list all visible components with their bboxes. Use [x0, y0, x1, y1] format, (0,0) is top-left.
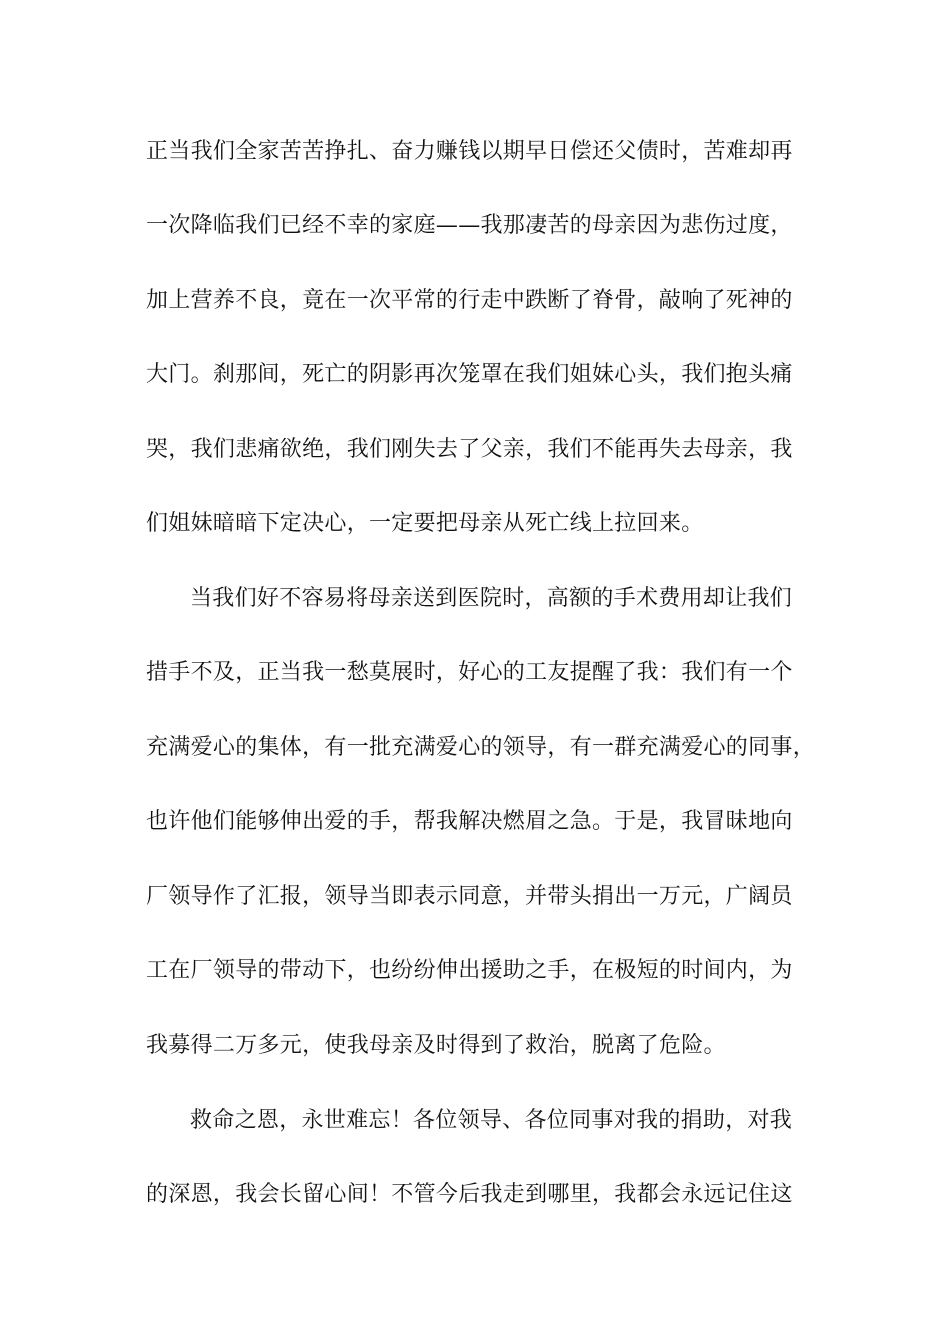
text-line: 厂领导作了汇报，领导当即表示同意，并带头捐出一万元，广阔员 — [146, 884, 793, 909]
text-line: 一次降临我们已经不幸的家庭——我那凄苦的母亲因为悲伤过度， — [146, 213, 793, 238]
text-line: 正当我们全家苦苦挣扎、奋力赚钱以期早日偿还父债时，苦难却再 — [146, 139, 793, 164]
text-line: 大门。刹那间，死亡的阴影再次笼罩在我们姐妹心头，我们抱头痛 — [146, 362, 793, 387]
text-line: 哭，我们悲痛欲绝，我们刚失去了父亲，我们不能再失去母亲，我 — [146, 437, 793, 462]
text-line: 当我们好不容易将母亲送到医院时，高额的手术费用却让我们 — [190, 586, 793, 611]
text-line: 我募得二万多元，使我母亲及时得到了救治，脱离了危险。 — [146, 1033, 726, 1058]
text-line: 的深恩，我会长留心间！不管今后我走到哪里，我都会永远记住这 — [146, 1182, 793, 1207]
text-line: 充满爱心的集体，有一批充满爱心的领导，有一群充满爱心的同事， — [146, 735, 816, 760]
text-line: 救命之恩，永世难忘！各位领导、各位同事对我的捐助，对我 — [190, 1108, 793, 1133]
text-line: 也许他们能够伸出爱的手，帮我解决燃眉之急。于是，我冒昧地向 — [146, 809, 793, 834]
text-line: 工在厂领导的带动下，也纷纷伸出援助之手，在极短的时间内，为 — [146, 958, 793, 983]
text-line: 加上营养不良，竟在一次平常的行走中跌断了脊骨，敲响了死神的 — [146, 288, 793, 313]
text-line: 措手不及，正当我一愁莫展时，好心的工友提醒了我：我们有一个 — [146, 660, 793, 685]
text-line: 们姐妹暗暗下定决心，一定要把母亲从死亡线上拉回来。 — [146, 511, 704, 536]
